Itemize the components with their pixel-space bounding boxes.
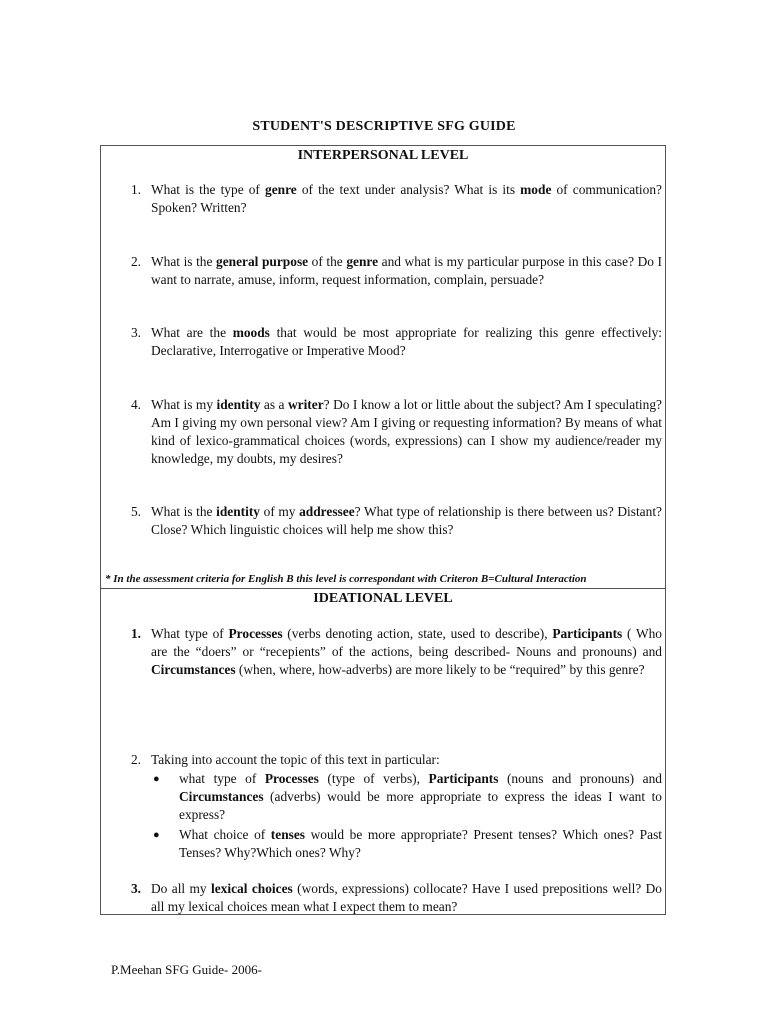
bullet-text: what type of Processes (type of verbs), Participants (nouns and pronouns) and Circumstances (adverbs) would be more appropriate to express the ideas I want to express? xyxy=(179,771,662,822)
item-number: 4. xyxy=(130,397,141,412)
item-text: What is my identity as a writer? Do I know a lot or little about the subject? Am I speculating? Am I giving my own personal view? Am I giving or requesting information? By means of what kind of lexico-grammatical choices (words, expressions) can I show my audience/reader my knowledge, my doubts, my desires? xyxy=(151,397,662,466)
bullet-icon: ● xyxy=(153,829,160,841)
item-number: 2. xyxy=(130,752,141,767)
item-text: What is the general purpose of the genre and what is my particular purpose in this case? Do I want to narrate, amuse, inform, request information, complain, persuade? xyxy=(151,254,662,287)
section-heading: IDEATIONAL LEVEL xyxy=(313,591,453,606)
item-text: Do all my lexical choices (words, expressions) collocate? Have I used prepositions well? Do all my lexical choices mean what I expect them to mean? xyxy=(151,881,663,914)
footer-text: P.Meehan SFG Guide- 2006- xyxy=(111,962,262,977)
section-heading: INTERPERSONAL LEVEL xyxy=(297,148,469,163)
item-text: What type of Processes (verbs denoting action, state, used to describe), Participants ( Who are the “doers” or “recepients” of the actions, being described- Nouns and pronouns) and Circumstances (when, where, how-adverbs) are more likely to be “required” by this genre? xyxy=(151,626,663,677)
item-number: 5. xyxy=(130,504,141,519)
ideational-section xyxy=(100,588,666,915)
item-number: 2. xyxy=(130,254,141,269)
item-number: 3. xyxy=(130,881,141,896)
interpersonal-section xyxy=(100,145,666,589)
item-number: 1. xyxy=(130,626,141,641)
item-text: What is the type of genre of the text under analysis? What is its mode of communication? Spoken? Written? xyxy=(151,182,662,215)
item-text: What is the identity of my addressee? What type of relationship is there between us? Distant? Close? Which linguistic choices will help me show this? xyxy=(151,504,662,537)
bullet-icon: ● xyxy=(153,773,160,785)
document-title: STUDENT'S DESCRIPTIVE SFG GUIDE xyxy=(252,119,516,134)
item-number: 3. xyxy=(130,325,141,340)
item-number: 1. xyxy=(130,182,141,197)
item-text: What are the moods that would be most appropriate for realizing this genre effectively: Declarative, Interrogative or Imperative Mood? xyxy=(151,325,662,358)
bullet-text: What choice of tenses would be more appropriate? Present tenses? Which ones? Past Tenses? Why?Which ones? Why? xyxy=(179,827,662,860)
assessment-note: * In the assessment criteria for English B this level is correspondant with Criteron B=Cultural Interaction xyxy=(105,573,587,585)
item-text: Taking into account the topic of this text in particular: xyxy=(151,752,440,767)
